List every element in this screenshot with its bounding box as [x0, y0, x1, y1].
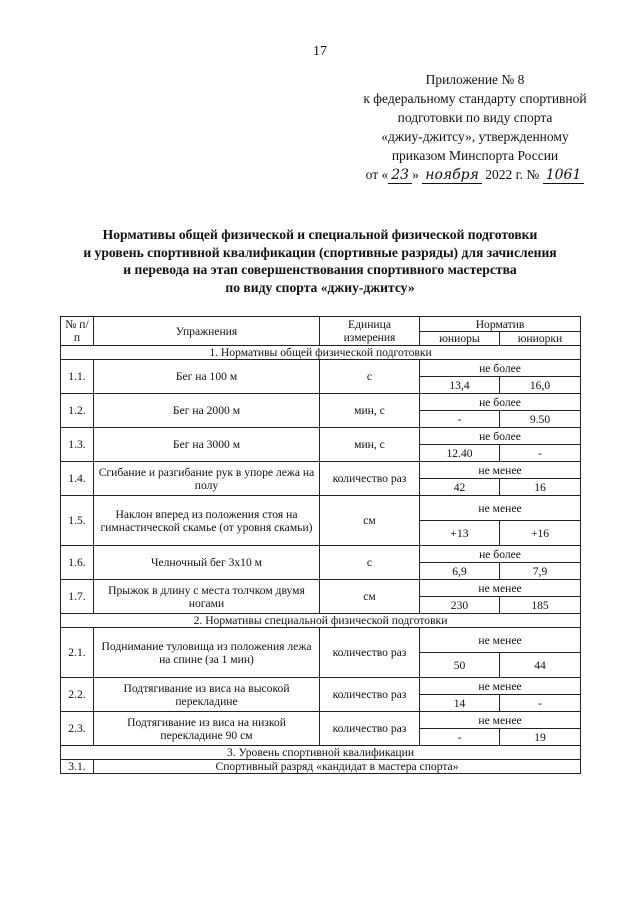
row-exercise: Сгибание и разгибание рук в упоре лежа на полу: [94, 462, 320, 496]
row-unit: мин, с: [320, 394, 420, 428]
row-number: 1.2.: [61, 394, 94, 428]
row-exercise: Наклон вперед из положения стоя на гимнастической скамье (от уровня скамьи): [94, 496, 320, 546]
appendix-line: приказом Минспорта России: [391, 148, 559, 163]
appendix-date-line: [330, 165, 620, 185]
section-title: 3. Уровень спортивной квалификации: [61, 746, 581, 760]
table-row: [61, 462, 581, 479]
row-condition: не менее: [420, 496, 581, 521]
row-condition: не менее: [420, 462, 581, 479]
row-unit: количество раз: [320, 628, 420, 678]
qualification-text: Спортивный разряд «кандидат в мастера спорта»: [94, 760, 581, 774]
row-number: 1.1.: [61, 360, 94, 394]
date-prefix: от «: [365, 167, 389, 182]
row-unit: количество раз: [320, 712, 420, 746]
order-number-handwritten: 1061: [543, 167, 585, 184]
appendix-header: [330, 70, 620, 185]
value-juniors-m: +13: [420, 521, 500, 546]
date-mid: »: [412, 167, 419, 182]
table-row: [61, 496, 581, 521]
row-exercise: Подтягивание из виса на низкой перекладине 90 см: [94, 712, 320, 746]
header-unit: Единица измерения: [320, 317, 420, 346]
table-row: [61, 760, 581, 774]
row-unit: см: [320, 580, 420, 614]
value-juniors-f: 19: [500, 729, 581, 746]
row-condition: не менее: [420, 712, 581, 729]
row-exercise: Подтягивание из виса на высокой перекладине: [94, 678, 320, 712]
date-day-handwritten: 23: [388, 167, 412, 184]
header-exercise: Упражнения: [94, 317, 320, 346]
table-row: [61, 546, 581, 563]
row-number: 1.6.: [61, 546, 94, 580]
date-month-handwritten: ноября: [422, 167, 482, 184]
row-number: 2.1.: [61, 628, 94, 678]
value-juniors-m: 42: [420, 479, 500, 496]
row-exercise: Челночный бег 3х10 м: [94, 546, 320, 580]
value-juniors-m: 12.40: [420, 445, 500, 462]
value-juniors-f: 7,9: [500, 563, 581, 580]
value-juniors-m: -: [420, 411, 500, 428]
table-row: [61, 428, 581, 445]
appendix-line: к федеральному стандарту спортивной: [363, 91, 587, 106]
section-header-row: [61, 746, 581, 760]
date-year: 2022 г. №: [485, 167, 540, 182]
page-number: 17: [313, 44, 327, 59]
row-unit: см: [320, 496, 420, 546]
table-row: [61, 712, 581, 729]
header-juniors-f: юниорки: [500, 332, 581, 346]
row-number: 2.2.: [61, 678, 94, 712]
value-juniors-m: 50: [420, 653, 500, 678]
appendix-line: «джиу-джитсу», утвержденному: [381, 129, 569, 144]
document-title: [60, 226, 580, 296]
value-juniors-m: 13,4: [420, 377, 500, 394]
row-unit: количество раз: [320, 462, 420, 496]
value-juniors-f: 44: [500, 653, 581, 678]
row-number: 1.3.: [61, 428, 94, 462]
header-num: № п/п: [61, 317, 94, 346]
row-condition: не более: [420, 546, 581, 563]
row-condition: не более: [420, 394, 581, 411]
table-row: [61, 394, 581, 411]
row-exercise: Бег на 3000 м: [94, 428, 320, 462]
row-unit: мин, с: [320, 428, 420, 462]
row-exercise: Бег на 2000 м: [94, 394, 320, 428]
norms-table: [60, 316, 581, 774]
row-unit: количество раз: [320, 678, 420, 712]
section-title: 1. Нормативы общей физической подготовки: [61, 346, 581, 360]
title-line: по виду спорта «джиу-джитсу»: [225, 279, 415, 295]
header-norm: Норматив: [420, 317, 581, 332]
title-line: и уровень спортивной квалификации (спортивные разряды) для зачисления: [83, 244, 557, 260]
row-condition: не более: [420, 360, 581, 377]
row-number: 3.1.: [61, 760, 94, 774]
section-header-row: [61, 346, 581, 360]
row-exercise: Бег на 100 м: [94, 360, 320, 394]
table-row: [61, 678, 581, 695]
title-line: и перевода на этап совершенствования спортивного мастерства: [123, 262, 517, 277]
value-juniors-f: -: [500, 695, 581, 712]
value-juniors-f: +16: [500, 521, 581, 546]
value-juniors-m: 230: [420, 597, 500, 614]
value-juniors-f: 16: [500, 479, 581, 496]
table-row: [61, 628, 581, 653]
value-juniors-f: 16,0: [500, 377, 581, 394]
row-unit: с: [320, 360, 420, 394]
row-number: 1.7.: [61, 580, 94, 614]
value-juniors-f: 9.50: [500, 411, 581, 428]
header-juniors-m: юниоры: [420, 332, 500, 346]
table-row: [61, 360, 581, 377]
row-condition: не менее: [420, 678, 581, 695]
row-exercise: Прыжок в длину с места толчком двумя ногами: [94, 580, 320, 614]
value-juniors-f: -: [500, 445, 581, 462]
value-juniors-m: -: [420, 729, 500, 746]
section-header-row: [61, 614, 581, 628]
value-juniors-m: 6,9: [420, 563, 500, 580]
appendix-line: подготовки по виду спорта: [397, 110, 553, 125]
title-line: Нормативы общей физической и специальной физической подготовки: [102, 227, 538, 242]
row-condition: не менее: [420, 580, 581, 597]
row-unit: с: [320, 546, 420, 580]
value-juniors-f: 185: [500, 597, 581, 614]
row-number: 2.3.: [61, 712, 94, 746]
row-condition: не менее: [420, 628, 581, 653]
row-number: 1.5.: [61, 496, 94, 546]
table-row: [61, 580, 581, 597]
norms-table-body: [61, 346, 581, 774]
row-number: 1.4.: [61, 462, 94, 496]
row-exercise: Поднимание туловища из положения лежа на спине (за 1 мин): [94, 628, 320, 678]
section-title: 2. Нормативы специальной физической подготовки: [61, 614, 581, 628]
appendix-title: Приложение № 8: [425, 72, 525, 87]
value-juniors-m: 14: [420, 695, 500, 712]
row-condition: не более: [420, 428, 581, 445]
